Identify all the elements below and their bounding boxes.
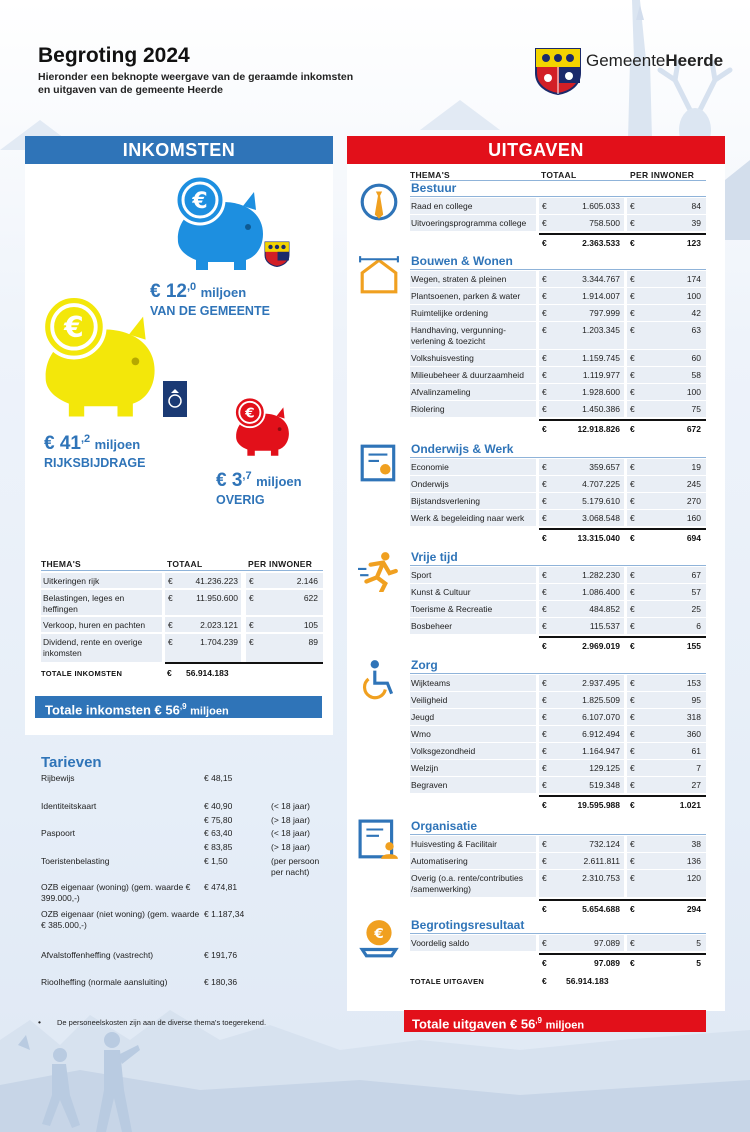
- uit-row-eur2: €: [630, 308, 635, 318]
- ink-header-totaal: TOTAAL: [167, 559, 203, 569]
- uit-row-eur: €: [542, 712, 547, 722]
- tarief-note: (> 18 jaar): [271, 815, 310, 825]
- uit-row-totaal: 1.119.977: [582, 370, 620, 380]
- ink-row-per: 2.146: [296, 576, 318, 586]
- section-sum-per: 1.021: [679, 800, 701, 810]
- uit-row-eur: €: [542, 353, 547, 363]
- uit-row-name: Wegen, straten & pleinen: [411, 274, 507, 284]
- section-sum-per: 123: [686, 238, 701, 248]
- uit-row-name: Bijstandsverlening: [411, 496, 480, 506]
- uit-row-per: 61: [691, 746, 701, 756]
- section-sum-eur2: €: [630, 958, 635, 968]
- section-sum-line: [539, 233, 706, 235]
- uit-row-totaal: 2.937.495: [582, 678, 620, 688]
- tarief-value: € 191,76: [204, 950, 238, 960]
- section-sum-value: 97.089: [594, 958, 620, 968]
- uit-row-eur2: €: [630, 678, 635, 688]
- uit-row-name: Kunst & Cultuur: [411, 587, 471, 597]
- uit-total-label: TOTALE UITGAVEN: [410, 977, 485, 986]
- uit-row-per: 67: [691, 570, 701, 580]
- ink-row-eur: €: [168, 576, 173, 586]
- tarief-value: € 40,90: [204, 801, 233, 811]
- ink-row-eur2: €: [249, 620, 254, 630]
- ink-row-name: Dividend, rente en overige inkomsten: [43, 637, 143, 658]
- uit-row-eur: €: [542, 570, 547, 580]
- totale-uitgaven-bar: Totale uitgaven € $56^{,9}$ miljoen: [404, 1010, 706, 1032]
- section-sum-eur2: €: [630, 904, 635, 914]
- ink-total-eur: €: [167, 668, 172, 678]
- uit-row-per: 57: [691, 587, 701, 597]
- uit-row-totaal: 3.068.548: [582, 513, 620, 523]
- tarief-note: (< 18 jaar): [271, 828, 310, 838]
- section-sum-eur2: €: [630, 424, 635, 434]
- uit-row-name: Onderwijs: [411, 479, 449, 489]
- ink-row-per: 89: [308, 637, 318, 647]
- tarief-value: € 1.187,34: [204, 909, 245, 919]
- uit-row-eur: €: [542, 274, 547, 284]
- uit-row-eur2: €: [630, 856, 635, 866]
- page-title: Begroting 2024: [38, 44, 190, 67]
- uitgaven-banner: UITGAVEN: [347, 136, 725, 164]
- uit-row-totaal: 1.825.509: [582, 695, 620, 705]
- uit-row-name: Raad en college: [411, 201, 473, 211]
- tarief-value: € 75,80: [204, 815, 233, 825]
- uit-row-per: 318: [686, 712, 701, 722]
- ink-row-eur: €: [168, 620, 173, 630]
- section-title: Organisatie: [411, 819, 478, 833]
- uit-row-eur2: €: [630, 729, 635, 739]
- uit-row-per: 360: [686, 729, 701, 739]
- uit-row-eur: €: [542, 370, 547, 380]
- uit-row-per: 174: [686, 274, 701, 284]
- ink-row-name: Uitkeringen rijk: [43, 576, 100, 586]
- certificate-icon: [358, 442, 400, 484]
- uit-row-eur2: €: [630, 353, 635, 363]
- heerde-small-coat-of-arms-icon: [264, 239, 290, 269]
- scale-euro-icon: [358, 918, 400, 960]
- uit-row-name: Automatisering: [411, 856, 468, 866]
- section-sum-line: [539, 899, 706, 901]
- uit-row-name: Toerisme & Recreatie: [411, 604, 493, 614]
- uit-row-per: 136: [686, 856, 701, 866]
- section-sum-value: 13.315.040: [577, 533, 620, 543]
- tarief-label: Identiteitskaart: [41, 801, 97, 811]
- uit-row-eur2: €: [630, 746, 635, 756]
- footnote: De personeelskosten zijn aan de diverse thema's toegerekend.: [57, 1018, 267, 1027]
- section-line: [410, 673, 706, 674]
- section-sum-per: 294: [686, 904, 701, 914]
- ink-row-eur2: €: [249, 593, 254, 603]
- tarief-label: Rioolheffing (normale aansluiting): [41, 977, 168, 987]
- uit-row-eur2: €: [630, 621, 635, 631]
- section-sum-line: [539, 636, 706, 638]
- logo-text: GemeenteHeerde: [586, 51, 724, 70]
- uit-row-eur2: €: [630, 479, 635, 489]
- section-title: Onderwijs & Werk: [411, 442, 514, 456]
- uit-total-value: 56.914.183: [566, 976, 609, 986]
- heerde-coat-of-arms-icon: [534, 47, 582, 95]
- uit-row-eur2: €: [630, 404, 635, 414]
- uit-row-totaal: 519.348: [589, 780, 620, 790]
- section-line: [410, 457, 706, 458]
- uit-row-totaal: 1.203.345: [582, 325, 620, 335]
- uit-row-per: 7: [696, 763, 701, 773]
- uit-row-per: 60: [691, 353, 701, 363]
- tarief-label: Toeristenbelasting: [41, 856, 110, 866]
- uit-row-totaal: 2.611.811: [583, 856, 620, 866]
- ink-row-eur: €: [168, 593, 173, 603]
- uit-row-per: 245: [686, 479, 701, 489]
- uit-row-per: 160: [686, 513, 701, 523]
- uit-row-totaal: 2.310.753: [582, 873, 620, 883]
- section-sum-line: [539, 528, 706, 530]
- uit-row-eur: €: [542, 746, 547, 756]
- uit-row-totaal: 797.999: [589, 308, 620, 318]
- tarieven-title: Tarieven: [41, 754, 102, 771]
- piggy-bank-blue-icon: [168, 172, 268, 272]
- uit-row-name: Volkshuisvesting: [411, 353, 474, 363]
- ink-row-per: 622: [303, 593, 318, 603]
- uit-row-eur: €: [542, 729, 547, 739]
- section-sum-per: 5: [696, 958, 701, 968]
- uit-row-name: Uitvoeringsprogramma college: [411, 218, 527, 228]
- uit-row-totaal: 1.282.230: [582, 570, 620, 580]
- section-title: Zorg: [411, 658, 438, 672]
- uit-row-eur: €: [542, 496, 547, 506]
- tarief-note: (> 18 jaar): [271, 842, 310, 852]
- uit-row-eur2: €: [630, 712, 635, 722]
- uit-row-eur2: €: [630, 370, 635, 380]
- uit-row-totaal: 129.125: [589, 763, 620, 773]
- uit-row-name: Handhaving, vergunning-verlening & toezicht: [411, 325, 506, 346]
- section-title: Bestuur: [411, 181, 457, 195]
- uit-row-totaal: 1.450.386: [582, 404, 620, 414]
- uit-row-eur2: €: [630, 496, 635, 506]
- uit-row-eur: €: [542, 938, 547, 948]
- uit-row-totaal: 6.912.494: [582, 729, 620, 739]
- uit-row-name: Werk & begeleiding naar werk: [411, 513, 525, 523]
- uit-row-eur2: €: [630, 587, 635, 597]
- ink-header-per: PER INWONER: [248, 559, 313, 569]
- uit-row-eur: €: [542, 587, 547, 597]
- uit-row-per: 63: [691, 325, 701, 335]
- uit-row-per: 95: [691, 695, 701, 705]
- uit-row-eur2: €: [630, 325, 635, 335]
- section-sum-eur2: €: [630, 238, 635, 248]
- uit-row-eur2: €: [630, 763, 635, 773]
- uit-row-eur: €: [542, 513, 547, 523]
- uit-row-eur: €: [542, 856, 547, 866]
- section-line: [410, 565, 706, 566]
- uit-row-per: 100: [686, 291, 701, 301]
- amount-rijk: € $41^{,2}$ miljoen RIJKSBIJDRAGE: [44, 433, 146, 470]
- rijksoverheid-logo-icon: [163, 381, 187, 417]
- uit-row-totaal: 1.164.947: [582, 746, 620, 756]
- uit-header-totaal: TOTAAL: [541, 170, 577, 180]
- uit-row-totaal: 484.852: [589, 604, 620, 614]
- uit-row-totaal: 3.344.767: [582, 274, 620, 284]
- ink-row-eur: €: [168, 637, 173, 647]
- uit-row-per: 27: [691, 780, 701, 790]
- uit-row-per: 270: [686, 496, 701, 506]
- uit-row-totaal: 6.107.070: [582, 712, 620, 722]
- uit-total-eur: €: [542, 976, 547, 986]
- ink-row-totaal: 2.023.121: [200, 620, 238, 630]
- uit-row-eur2: €: [630, 839, 635, 849]
- wheelchair-icon: [358, 658, 400, 700]
- uit-row-per: 19: [691, 462, 701, 472]
- uit-row-eur2: €: [630, 513, 635, 523]
- uit-row-name: Sport: [411, 570, 432, 580]
- uit-row-totaal: 1.914.007: [582, 291, 620, 301]
- uit-row-name: Riolering: [411, 404, 445, 414]
- page-subtitle: Hieronder een beknopte weergave van de geraamde inkomsten en uitgaven van de gemeente Heerde: [38, 71, 354, 96]
- section-sum-per: 694: [686, 533, 701, 543]
- section-sum-eur: €: [542, 958, 547, 968]
- uit-row-name: Volksgezondheid: [411, 746, 476, 756]
- uit-row-eur2: €: [630, 873, 635, 883]
- tarief-label: Rijbewijs: [41, 773, 75, 783]
- tarief-value: € 180,36: [204, 977, 238, 987]
- section-sum-line: [539, 419, 706, 421]
- section-title: Begrotingsresultaat: [411, 918, 525, 932]
- section-line: [410, 269, 706, 270]
- uit-row-eur: €: [542, 621, 547, 631]
- uit-row-totaal: 758.500: [589, 218, 620, 228]
- uit-row-eur: €: [542, 308, 547, 318]
- uit-row-eur2: €: [630, 570, 635, 580]
- uit-row-eur2: €: [630, 462, 635, 472]
- ink-row-name: Belastingen, leges en heffingen: [43, 593, 125, 614]
- piggy-bank-red-icon: [230, 393, 292, 459]
- section-sum-eur2: €: [630, 800, 635, 810]
- uit-row-per: 58: [691, 370, 701, 380]
- tarief-label: OZB eigenaar (woning) (gem. waarde € 399.000,-): [41, 882, 191, 903]
- uit-row-eur: €: [542, 839, 547, 849]
- uit-row-totaal: 4.707.225: [582, 479, 620, 489]
- uit-row-name: Bosbeheer: [411, 621, 453, 631]
- tarief-value: € 63,40: [204, 828, 233, 838]
- uit-row-per: 25: [691, 604, 701, 614]
- uit-row-name: Wijkteams: [411, 678, 451, 688]
- uit-row-totaal: 115.537: [589, 621, 620, 631]
- uit-row-name: Economie: [411, 462, 449, 472]
- uit-row-name: Veiligheid: [411, 695, 448, 705]
- tarief-note: (< 18 jaar): [271, 801, 310, 811]
- section-sum-value: 12.918.826: [577, 424, 620, 434]
- uit-row-totaal: 1.159.745: [582, 353, 620, 363]
- uit-row-eur2: €: [630, 201, 635, 211]
- uit-row-name: Huisvesting & Facilitair: [411, 839, 497, 849]
- uit-row-eur: €: [542, 387, 547, 397]
- document-person-icon: [358, 819, 400, 861]
- section-sum-eur: €: [542, 800, 547, 810]
- section-sum-per: 672: [686, 424, 701, 434]
- uit-row-eur: €: [542, 479, 547, 489]
- tarief-value: € 1,50: [204, 856, 228, 866]
- ink-header-thema: THEMA'S: [41, 559, 82, 569]
- section-sum-value: 19.595.988: [577, 800, 620, 810]
- uit-row-totaal: 97.089: [594, 938, 620, 948]
- svg-text:€: €: [192, 189, 208, 214]
- section-sum-value: 5.654.688: [582, 904, 620, 914]
- uit-row-per: 39: [691, 218, 701, 228]
- uit-row-eur2: €: [630, 695, 635, 705]
- uit-row-totaal: 359.657: [589, 462, 620, 472]
- inkomsten-banner: INKOMSTEN: [25, 136, 333, 164]
- uit-row-per: 100: [686, 387, 701, 397]
- section-sum-value: 2.969.019: [582, 641, 620, 651]
- ink-total-label: TOTALE INKOMSTEN: [41, 669, 123, 678]
- tarief-value: € 48,15: [204, 773, 233, 783]
- uit-row-name: Overig (o.a. rente/contributies /samenwerking): [411, 873, 523, 894]
- uit-row-eur: €: [542, 873, 547, 883]
- tarief-note: (per persoon per nacht): [271, 856, 320, 877]
- uit-row-eur: €: [542, 218, 547, 228]
- uit-row-name: Plantsoenen, parken & water: [411, 291, 521, 301]
- uit-row-eur: €: [542, 780, 547, 790]
- ink-row-totaal: 1.704.239: [200, 637, 238, 647]
- uit-row-name: Voordelig saldo: [411, 938, 470, 948]
- uit-row-name: Milieubeheer & duurzaamheid: [411, 370, 524, 380]
- section-sum-eur: €: [542, 238, 547, 248]
- uit-row-name: Welzijn: [411, 763, 439, 773]
- tarief-value: € 474,81: [204, 882, 238, 892]
- amount-gemeente: € $12^{,0}$ miljoen VAN DE GEMEENTE: [150, 281, 270, 318]
- tie-icon: [358, 181, 400, 223]
- uit-row-eur: €: [542, 678, 547, 688]
- section-line: [410, 834, 706, 835]
- section-sum-eur: €: [542, 533, 547, 543]
- uit-row-eur2: €: [630, 780, 635, 790]
- ink-total-line: [165, 662, 323, 664]
- tarief-label: OZB eigenaar (niet woning) (gem. waarde € 385.000,-): [41, 909, 200, 930]
- ink-row-eur2: €: [249, 576, 254, 586]
- uit-header-thema: THEMA'S: [410, 170, 451, 180]
- uit-row-eur2: €: [630, 274, 635, 284]
- svg-text:€: €: [374, 925, 384, 942]
- footnote-bullet: •: [38, 1017, 41, 1027]
- uit-row-eur: €: [542, 201, 547, 211]
- section-sum-line: [539, 795, 706, 797]
- section-sum-eur: €: [542, 904, 547, 914]
- section-sum-per: 155: [686, 641, 701, 651]
- uit-row-name: Afvalinzameling: [411, 387, 471, 397]
- uit-row-totaal: 1.086.400: [582, 587, 620, 597]
- uit-row-per: 42: [691, 308, 701, 318]
- uit-row-name: Begraven: [411, 780, 448, 790]
- uit-row-per: 5: [696, 938, 701, 948]
- section-title: Vrije tijd: [411, 550, 458, 564]
- uit-header-per: PER INWONER: [630, 170, 695, 180]
- section-sum-eur: €: [542, 424, 547, 434]
- tarief-value: € 83,85: [204, 842, 233, 852]
- uit-row-eur2: €: [630, 387, 635, 397]
- uit-row-per: 120: [686, 873, 701, 883]
- uit-row-eur: €: [542, 462, 547, 472]
- uit-row-eur: €: [542, 604, 547, 614]
- amount-overig: € $3^{,7}$ miljoen OVERIG: [216, 470, 302, 507]
- uit-row-eur: €: [542, 325, 547, 335]
- uit-row-totaal: 732.124: [589, 839, 620, 849]
- uit-row-name: Jeugd: [411, 712, 435, 722]
- ink-row-name: Verkoop, huren en pachten: [43, 620, 146, 630]
- uit-row-name: Ruimtelijke ordening: [411, 308, 489, 318]
- piggy-bank-yellow-icon: [33, 290, 161, 420]
- section-sum-eur2: €: [630, 641, 635, 651]
- section-line: [410, 196, 706, 197]
- tarief-label: Paspoort: [41, 828, 76, 838]
- section-sum-line: [539, 953, 706, 955]
- uit-row-per: 84: [691, 201, 701, 211]
- ink-row-per: 105: [303, 620, 318, 630]
- ink-row-eur2: €: [249, 637, 254, 647]
- uit-row-totaal: 5.179.610: [582, 496, 620, 506]
- totale-inkomsten-bar: Totale inkomsten € $56^{,9}$ miljoen: [35, 696, 322, 718]
- svg-text:€: €: [64, 311, 84, 345]
- tarief-label: Afvalstoffenheffing (vastrecht): [41, 950, 154, 960]
- uit-row-eur: €: [542, 695, 547, 705]
- uit-row-eur: €: [542, 291, 547, 301]
- uit-row-totaal: 1.605.033: [582, 201, 620, 211]
- uit-row-eur2: €: [630, 218, 635, 228]
- uit-row-per: 38: [691, 839, 701, 849]
- uit-row-eur: €: [542, 763, 547, 773]
- section-sum-eur: €: [542, 641, 547, 651]
- section-sum-eur2: €: [630, 533, 635, 543]
- svg-text:€: €: [245, 405, 255, 422]
- uit-row-eur2: €: [630, 604, 635, 614]
- ink-row-totaal: 11.950.600: [196, 593, 238, 603]
- uit-row-per: 75: [691, 404, 701, 414]
- section-sum-value: 2.363.533: [582, 238, 620, 248]
- uit-row-per: 6: [696, 621, 701, 631]
- house-icon: [358, 254, 400, 296]
- runner-icon: [358, 550, 400, 592]
- uit-row-per: 153: [686, 678, 701, 688]
- ink-total-value: 56.914.183: [186, 668, 229, 678]
- uit-row-eur2: €: [630, 291, 635, 301]
- section-line: [410, 933, 706, 934]
- ink-header-line: [41, 570, 323, 571]
- ink-row-totaal: 41.236.223: [195, 576, 238, 586]
- uit-row-name: Wmo: [411, 729, 431, 739]
- section-title: Bouwen & Wonen: [411, 254, 513, 268]
- uit-row-totaal: 1.928.600: [582, 387, 620, 397]
- uit-row-eur2: €: [630, 938, 635, 948]
- uit-row-eur: €: [542, 404, 547, 414]
